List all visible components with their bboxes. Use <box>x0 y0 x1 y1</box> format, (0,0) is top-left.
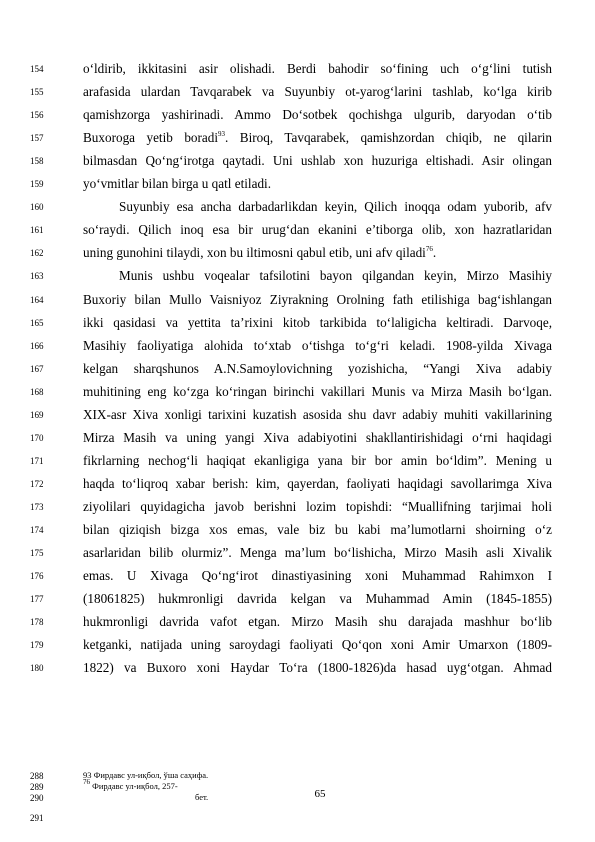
line-text <box>83 176 552 192</box>
line-number: 162 <box>30 248 44 259</box>
text-line <box>0 473 595 496</box>
line-text <box>83 407 552 423</box>
line-text <box>83 107 552 123</box>
line-number: 161 <box>30 225 44 236</box>
line-text <box>83 84 552 100</box>
line-text-segment: ziyolilari quyidagicha javob berishni lozim topishdi: “Muallifning tarjimai holi <box>83 498 552 514</box>
line-text-segment: yo‘vmitlar bilan birga u qatl etiladi. <box>83 176 271 192</box>
footnote-text-segment: Фирдавс ул-иқбол, 257- <box>90 781 178 791</box>
line-number: 160 <box>30 202 44 213</box>
line-number: 174 <box>30 525 44 535</box>
text-line <box>0 519 595 542</box>
line-number: 176 <box>30 571 44 582</box>
line-text-segment: so‘raydi. Qilich inoq esa bir urug‘dan ekanini e’tiborga olib, xon hazratlaridan <box>83 222 552 238</box>
text-line <box>0 312 595 335</box>
line-text-segment: bilan qiziqish bizga xos emas, vale biz bu kabi ma’lumotlarni shoirning o‘z <box>83 522 552 537</box>
line-text-segment: Buxoroga yetib boradi <box>83 130 219 146</box>
line-text <box>83 153 552 169</box>
line-number: 158 <box>30 156 44 167</box>
line-text <box>83 384 552 400</box>
line-number: 164 <box>30 294 44 305</box>
line-text <box>83 361 552 377</box>
footnote-line <box>0 811 595 825</box>
line-text <box>83 591 552 607</box>
line-text <box>83 476 552 492</box>
text-line <box>0 150 595 173</box>
line-text-segment: Buxoriy bilan Mullo Vaisniyoz Ziyrakning Orolning fath etilishiga bag‘ishlangan <box>83 291 552 307</box>
text-line <box>0 358 595 381</box>
line-text <box>83 61 552 77</box>
line-number: 155 <box>30 87 44 98</box>
text-line <box>0 289 595 312</box>
line-text <box>83 499 552 515</box>
line-number: 291 <box>30 813 44 823</box>
line-text <box>83 545 552 561</box>
line-number: 154 <box>30 64 44 74</box>
line-number: 172 <box>30 478 44 489</box>
line-text-segment: kelgan sharqshunos A.N.Samoylovichning yozishicha, “Yangi Xiva adabiy <box>83 360 552 376</box>
line-text <box>83 453 552 469</box>
line-text-segment: Munis ushbu voqealar tafsilotini bayon qilgandan keyin, Mirzo Masihiy <box>119 268 552 284</box>
text-line <box>0 450 595 473</box>
line-text <box>83 245 552 261</box>
line-text <box>83 637 552 653</box>
page-number: 65 <box>314 788 326 800</box>
line-text <box>119 268 552 284</box>
line-number: 167 <box>30 363 44 374</box>
line-number: 173 <box>30 501 44 512</box>
line-number: 156 <box>30 110 44 121</box>
text-line <box>0 542 595 565</box>
line-text <box>83 614 552 630</box>
line-text <box>83 430 552 446</box>
line-text-segment: . <box>432 245 437 261</box>
line-text-segment: o‘ldirib, ikkitasini asir olishadi. Berdi bahodir so‘fining uch o‘g‘lini tutish <box>83 61 552 76</box>
line-text <box>119 199 552 215</box>
line-number: 180 <box>30 663 44 674</box>
footnote-reference: 76 <box>425 245 433 253</box>
line-text-segment: . Biroq, Tavqarabek, qamishzordan chiqib, ne qilarin <box>225 130 552 146</box>
text-line <box>0 611 595 634</box>
text-line <box>0 242 595 265</box>
line-number: 288 <box>30 771 44 781</box>
line-number: 290 <box>30 793 44 803</box>
footnote-text-segment: бет. <box>195 792 209 802</box>
line-text-segment: qamishzorga yashirinadi. Ammo Do‘sotbek qochishga ulgurib, daryodan o‘tib <box>83 107 552 123</box>
line-text-segment: asarlaridan bilib olurmiz”. Menga ma’lum bo‘lishicha, Mirzo Masih asli Xivalik <box>83 545 552 561</box>
line-number: 177 <box>30 594 44 605</box>
text-line <box>0 81 595 104</box>
line-text-segment: haqda to‘liqroq xabar berish: kim, qayerdan, faoliyati haqidagi savollarimga Xiva <box>83 475 552 491</box>
line-number: 175 <box>30 548 44 559</box>
text-line <box>0 104 595 127</box>
line-text-segment: hukmronligi davrida vafot etgan. Mirzo Masih shu darajada mashhur bo‘lib <box>83 614 552 630</box>
line-text <box>83 660 552 676</box>
line-number: 168 <box>30 386 44 397</box>
line-number: 159 <box>30 179 44 190</box>
text-line <box>0 634 595 657</box>
text-line <box>0 196 595 219</box>
line-text <box>83 338 552 354</box>
text-line <box>0 127 595 150</box>
line-text-segment: ikki qasidasi va yettita ta’rixini kitob tarkibida to‘laligicha keltiradi. Darvoqe, <box>83 314 552 330</box>
line-text-segment: (18061825) hukmronligi davrida kelgan va Muhammad Amin (1845-1855) <box>83 591 552 607</box>
line-number: 163 <box>30 271 44 282</box>
line-text-segment: emas. U Xivaga Qo‘ng‘irot dinastiyasining xoni Muhammad Rahimxon I <box>83 568 552 584</box>
line-text-segment: Masihiy faoliyatiga alohida to‘xtab o‘tishga to‘g‘ri keladi. 1908-yilda Xivaga <box>83 337 552 353</box>
line-number: 157 <box>30 133 44 144</box>
text-line <box>0 58 595 81</box>
line-text-segment: uning gunohini tilaydi, xon bu iltimosni qabul etib, uni afv qiladi <box>83 245 426 261</box>
text-line <box>0 173 595 196</box>
line-text <box>83 292 552 308</box>
text-line <box>0 265 595 288</box>
text-line <box>0 588 595 611</box>
text-line <box>0 404 595 427</box>
line-text-segment: ketganki, natijada uning saroydagi faoliyati Qo‘qon xoni Amir Umarxon (1809- <box>83 637 552 653</box>
line-number: 170 <box>30 432 44 443</box>
line-text-segment: Suyunbiy esa ancha darbadarlikdan keyin, Qilich inoqqa odam yuborib, afv <box>119 199 552 215</box>
line-number: 178 <box>30 617 44 628</box>
line-text-segment: bilmasdan Qo‘ng‘irotga qaytadi. Uni ushlab xon huzuriga eltishadi. Asir olingan <box>83 153 552 169</box>
line-text-segment: muhitining eng ko‘zga ko‘ringan birinchi vakillari Munis va Mirza Masih bo‘lgan. <box>83 383 552 399</box>
line-text-segment: 1822) va Buxoro xoni Haydar To‘ra (1800-1826)da hasad uyg‘otgan. Ahmad <box>83 660 552 676</box>
line-text-segment: fikrlarning nechog‘li haqiqat ekanligiga yana bir bor amin bo‘ldim”. Mening u <box>83 452 552 468</box>
line-number: 169 <box>30 409 44 420</box>
line-text <box>83 222 552 238</box>
text-line <box>0 427 595 450</box>
footnote-text-segment: 93 Фирдавс ул-иқбол, ўша саҳифа. <box>83 770 209 780</box>
footnote-reference: 93 <box>218 129 226 138</box>
text-line <box>0 381 595 404</box>
line-text-segment: XIX-asr Xiva xonligi tarixini kuzatish asosida shu davr adabiy muhiti vakillarining <box>83 406 552 422</box>
line-text-segment: Mirza Masih va uning yangi Xiva adabiyotini shakllantirishidagi o‘rni haqidagi <box>83 429 552 445</box>
text-line <box>0 565 595 588</box>
text-line <box>0 496 595 519</box>
text-line <box>0 657 595 680</box>
line-text <box>83 568 552 584</box>
line-text <box>83 522 552 538</box>
line-number: 165 <box>30 317 44 328</box>
line-number: 179 <box>30 640 44 651</box>
line-number: 289 <box>30 782 44 792</box>
text-line <box>0 219 595 242</box>
line-text-segment: arafasida ulardan Tavqarabek va Suyunbiy ot-yarog‘larini tashlab, ko‘lga kirib <box>83 84 552 100</box>
line-text <box>83 130 552 146</box>
text-line <box>0 335 595 358</box>
line-number: 171 <box>30 455 44 466</box>
line-number: 166 <box>30 340 44 351</box>
line-text <box>83 315 552 331</box>
footnote-marker: 76 <box>83 778 90 787</box>
